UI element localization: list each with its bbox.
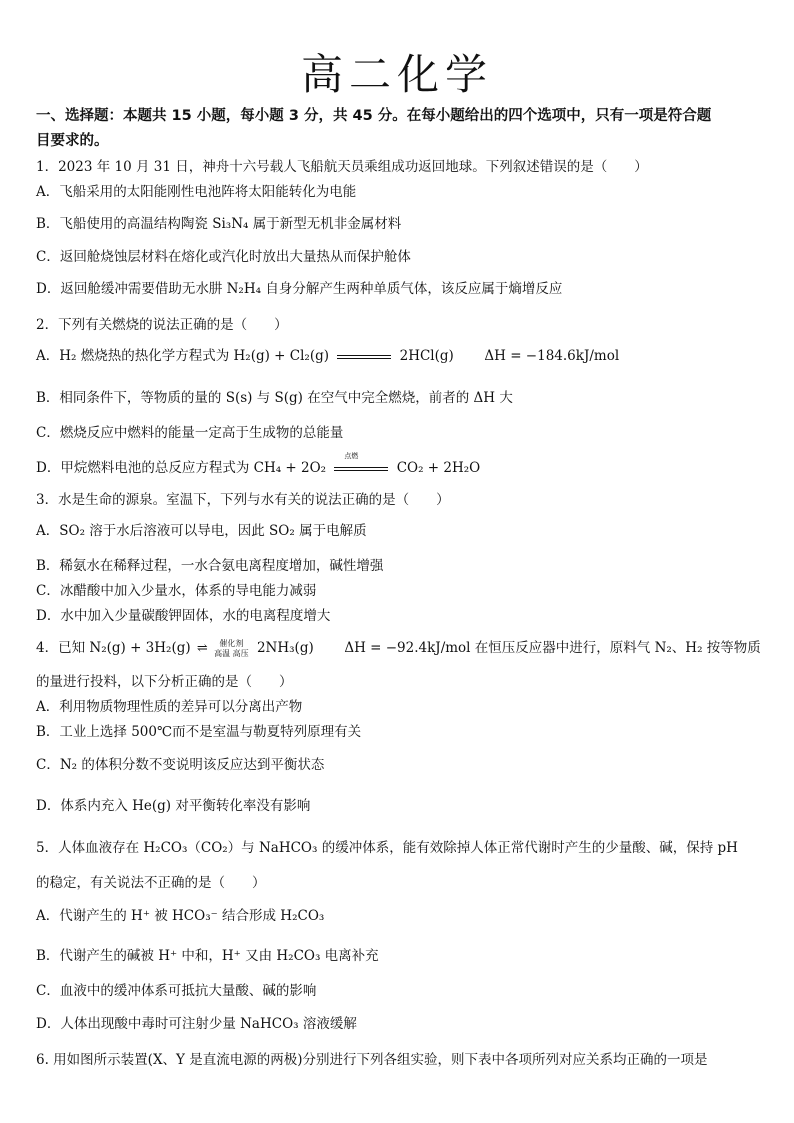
section-heading-line2: 目要求的。: [36, 133, 109, 149]
question-4-stem-line2: 的量进行投料，以下分析正确的是（ ）: [36, 674, 293, 690]
equals-sign-icon: [334, 467, 388, 471]
question-6-stem: 6. 用如图所示装置(X、Y 是直流电源的两极)分别进行下列各组实验，则下表中各项所列对应关系均正确的一项是: [36, 1052, 708, 1068]
question-5-option-c: C．血液中的缓冲体系可抵抗大量酸、碱的影响: [36, 983, 317, 999]
question-5-stem-line1: 5．人体血液存在 H₂CO₃（CO₂）与 NaHCO₃ 的缓冲体系，能有效除掉人体正常代谢时产生的少量酸、碱，保持 pH: [36, 840, 738, 856]
question-2-option-d: [36, 452, 481, 476]
question-4-stem-line1: [36, 636, 761, 659]
question-2-option-b: B．相同条件下，等物质的量的 S(s) 与 S(g) 在空气中完全燃烧，前者的 ΔH 大: [36, 390, 513, 406]
question-3-option-c: C．冰醋酸中加入少量水，体系的导电能力减弱: [36, 583, 317, 599]
question-2-option-a-rhs: 2HCl(g): [399, 348, 454, 364]
catalyst-condition: [214, 639, 249, 659]
question-2-stem: 2．下列有关燃烧的说法正确的是（ ）: [36, 317, 288, 333]
reaction-condition: [330, 452, 392, 476]
question-1-option-a: A．飞船采用的太阳能刚性电池阵将太阳能转化为电能: [36, 184, 357, 200]
question-4-enthalpy: ΔH = −92.4kJ/mol 在恒压反应器中进行，原料气 N₂、H₂ 按等物质: [344, 640, 761, 656]
question-5-option-b: B．代谢产生的碱被 H⁺ 中和，H⁺ 又由 H₂CO₃ 电离补充: [36, 948, 379, 964]
question-4-option-b: B．工业上选择 500℃而不是室温与勒夏特列原理有关: [36, 724, 362, 740]
catalyst-label: 催化剂: [219, 638, 244, 648]
question-1-option-c: C．返回舱烧蚀层材料在熔化或汽化时放出大量热从而保护舱体: [36, 249, 411, 265]
question-5-option-a: A．代谢产生的 H⁺ 被 HCO₃⁻ 结合形成 H₂CO₃: [36, 908, 325, 924]
question-4-reactants: 4．已知 N₂(g) + 3H₂(g): [36, 640, 191, 656]
equals-sign-icon: [337, 355, 391, 359]
question-1-option-b: B．飞船使用的高温结构陶瓷 Si₃N₄ 属于新型无机非金属材料: [36, 216, 402, 232]
question-3-stem: 3．水是生命的源泉。室温下，下列与水有关的说法正确的是（ ）: [36, 492, 450, 508]
question-3-option-b: B．稀氨水在稀释过程，一水合氨电离程度增加，碱性增强: [36, 558, 384, 574]
question-4-option-c: C．N₂ 的体积分数不变说明该反应达到平衡状态: [36, 757, 325, 773]
question-4-product: 2NH₃(g): [256, 640, 314, 656]
question-2-option-a: [36, 344, 619, 364]
page-title: 高二化学: [300, 50, 493, 99]
question-2-option-d-rhs: CO₂ + 2H₂O: [396, 460, 481, 476]
question-2-option-d-lhs: D．甲烷燃料电池的总反应方程式为 CH₄ + 2O₂: [36, 460, 327, 476]
question-2-option-c: C．燃烧反应中燃料的能量一定高于生成物的总能量: [36, 425, 344, 441]
question-2-option-a-enthalpy: ΔH = −184.6kJ/mol: [484, 348, 620, 364]
question-3-option-d: D．水中加入少量碳酸钾固体，水的电离程度增大: [36, 608, 331, 624]
equilibrium-arrow-icon: ⇌: [196, 641, 208, 656]
reaction-condition-label: 点燃: [344, 452, 359, 460]
section-heading-line1: 一、选择题：本题共 15 小题，每小题 3 分，共 45 分。在每小题给出的四个选项中，只有一项是符合题: [36, 108, 712, 124]
question-4-option-d: D．体系内充入 He(g) 对平衡转化率没有影响: [36, 798, 311, 814]
question-4-option-a: A．利用物质物理性质的差异可以分离出产物: [36, 699, 303, 715]
question-1-stem: 1．2023 年 10 月 31 日，神舟十六号载人飞船航天员乘组成功返回地球。下列叙述错误的是（ ）: [36, 159, 648, 175]
question-5-option-d: D．人体出现酸中毒时可注射少量 NaHCO₃ 溶液缓解: [36, 1016, 357, 1032]
question-3-option-a: A．SO₂ 溶于水后溶液可以导电，因此 SO₂ 属于电解质: [36, 523, 367, 539]
question-5-stem-line2: 的稳定，有关说法不正确的是（ ）: [36, 875, 266, 891]
question-2-option-a-lhs: A．H₂ 燃烧热的热化学方程式为 H₂(g) + Cl₂(g): [36, 348, 330, 364]
temperature-pressure-label: 高温 高压: [214, 648, 249, 658]
question-1-option-d: D．返回舱缓冲需要借助无水肼 N₂H₄ 自身分解产生两种单质气体，该反应属于熵增反应: [36, 281, 563, 297]
